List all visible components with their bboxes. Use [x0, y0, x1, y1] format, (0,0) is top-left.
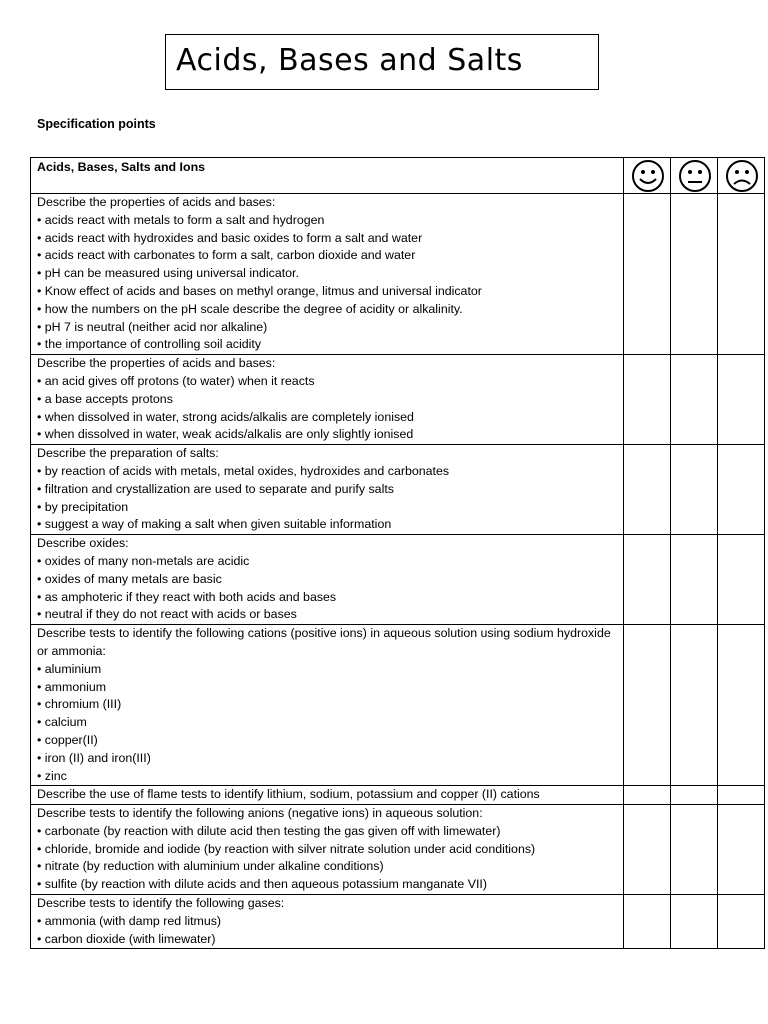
row-item: • the importance of controlling soil acidity — [37, 337, 262, 352]
confidence-cell-sad[interactable] — [718, 786, 765, 805]
confidence-cell-neutral[interactable] — [671, 194, 718, 355]
table-row — [31, 445, 765, 535]
row-item: • by precipitation — [37, 499, 129, 514]
row-heading: Describe the properties of acids and bases: — [37, 195, 276, 209]
row-item: • oxides of many non-metals are acidic — [37, 553, 250, 568]
table-row — [31, 194, 765, 355]
row-item: • carbonate (by reaction with dilute acid then testing the gas given off with limewater) — [37, 823, 501, 838]
confidence-cell-happy[interactable] — [624, 786, 671, 805]
row-heading: Describe tests to identify the following anions (negative ions) in aqueous solution: — [37, 806, 483, 821]
row-description — [31, 535, 624, 625]
table-row — [31, 805, 765, 895]
table-row — [31, 625, 765, 786]
table-row — [31, 895, 765, 949]
confidence-cell-happy[interactable] — [624, 625, 671, 786]
row-item: • iron (II) and iron(III) — [37, 750, 151, 765]
row-item: • sulfite (by reaction with dilute acids and then aqueous potassium manganate VII) — [37, 877, 487, 892]
row-heading: Describe the use of flame tests to identify lithium, sodium, potassium and copper (II) cations — [37, 787, 540, 802]
row-item: • filtration and crystallization are used to separate and purify salts — [37, 481, 394, 496]
confidence-cell-neutral[interactable] — [671, 625, 718, 786]
row-heading: Describe oxides: — [37, 536, 129, 551]
row-item: • pH 7 is neutral (neither acid nor alkaline) — [37, 319, 268, 334]
confidence-cell-sad[interactable] — [718, 895, 765, 949]
row-item: • chloride, bromide and iodide (by reaction with silver nitrate solution under acid conditions) — [37, 841, 536, 856]
row-item: • copper(II) — [37, 732, 98, 747]
confidence-cell-neutral[interactable] — [671, 535, 718, 625]
confidence-cell-sad[interactable] — [718, 194, 765, 355]
row-item: • calcium — [37, 715, 87, 730]
confidence-cell-neutral[interactable] — [671, 355, 718, 445]
row-description — [31, 895, 624, 949]
row-description — [31, 355, 624, 445]
table-row — [31, 786, 765, 805]
row-item: • when dissolved in water, weak acids/alkalis are only slightly ionised — [37, 427, 414, 442]
table-header-cell — [31, 158, 624, 194]
confidence-cell-sad[interactable] — [718, 805, 765, 895]
page-title: Acids, Bases and Salts — [176, 43, 523, 78]
confidence-cell-happy[interactable] — [624, 895, 671, 949]
row-item: • oxides of many metals are basic — [37, 571, 222, 586]
row-item: • carbon dioxide (with limewater) — [37, 931, 216, 946]
row-item: • ammonia (with damp red litmus) — [37, 913, 222, 928]
row-item: • pH can be measured using universal indicator. — [37, 266, 299, 281]
row-heading: Describe tests to identify the following cations (positive ions) in aqueous solution using sodium hydroxide or ammonia: — [37, 626, 611, 658]
confidence-cell-neutral[interactable] — [671, 445, 718, 535]
row-heading: Describe the properties of acids and bases: — [37, 356, 276, 371]
sad-face-header — [718, 158, 765, 194]
table-header-row — [31, 158, 765, 194]
row-item: • Know effect of acids and bases on methyl orange, litmus and universal indicator — [37, 283, 482, 298]
table-header-label: Acids, Bases, Salts and Ions — [37, 160, 206, 174]
confidence-cell-happy[interactable] — [624, 194, 671, 355]
row-item: • acids react with metals to form a salt and hydrogen — [37, 212, 325, 227]
row-item: • aluminium — [37, 661, 102, 676]
row-item: • suggest a way of making a salt when given suitable information — [37, 517, 392, 532]
row-item: • neutral if they do not react with acids or bases — [37, 607, 297, 622]
row-item: • ammonium — [37, 679, 107, 694]
confidence-cell-neutral[interactable] — [671, 805, 718, 895]
row-item: • how the numbers on the pH scale describe the degree of acidity or alkalinity. — [37, 301, 463, 316]
table-row — [31, 355, 765, 445]
row-heading: Describe the preparation of salts: — [37, 446, 219, 461]
row-item: • zinc — [37, 768, 67, 783]
confidence-cell-sad[interactable] — [718, 355, 765, 445]
confidence-cell-happy[interactable] — [624, 355, 671, 445]
neutral-face-header — [671, 158, 718, 194]
confidence-cell-sad[interactable] — [718, 445, 765, 535]
row-item: • chromium (III) — [37, 697, 122, 712]
confidence-cell-happy[interactable] — [624, 805, 671, 895]
row-description — [31, 805, 624, 895]
row-description — [31, 786, 624, 805]
row-heading: Describe tests to identify the following gases: — [37, 896, 285, 911]
row-item: • an acid gives off protons (to water) when it reacts — [37, 373, 315, 388]
happy-face-header — [624, 158, 671, 194]
row-item: • a base accepts protons — [37, 391, 173, 406]
row-description — [31, 625, 624, 786]
row-description — [31, 194, 624, 355]
table-row — [31, 535, 765, 625]
row-item: • acids react with hydroxides and basic oxides to form a salt and water — [37, 230, 423, 245]
neutral-face-icon — [678, 159, 712, 193]
row-item: • acids react with carbonates to form a salt, carbon dioxide and water — [37, 248, 416, 263]
confidence-cell-neutral[interactable] — [671, 786, 718, 805]
row-item: • nitrate (by reduction with aluminium under alkaline conditions) — [37, 859, 384, 874]
row-item: • as amphoteric if they react with both acids and bases — [37, 589, 337, 604]
confidence-cell-sad[interactable] — [718, 535, 765, 625]
confidence-cell-neutral[interactable] — [671, 895, 718, 949]
row-description — [31, 445, 624, 535]
title-box — [165, 34, 599, 90]
confidence-cell-happy[interactable] — [624, 535, 671, 625]
sad-face-icon — [725, 159, 759, 193]
row-item: • by reaction of acids with metals, metal oxides, hydroxides and carbonates — [37, 463, 450, 478]
section-subtitle: Specification points — [37, 117, 156, 131]
confidence-cell-sad[interactable] — [718, 625, 765, 786]
specification-table — [30, 157, 765, 949]
happy-face-icon — [631, 159, 665, 193]
confidence-cell-happy[interactable] — [624, 445, 671, 535]
row-item: • when dissolved in water, strong acids/alkalis are completely ionised — [37, 409, 414, 424]
